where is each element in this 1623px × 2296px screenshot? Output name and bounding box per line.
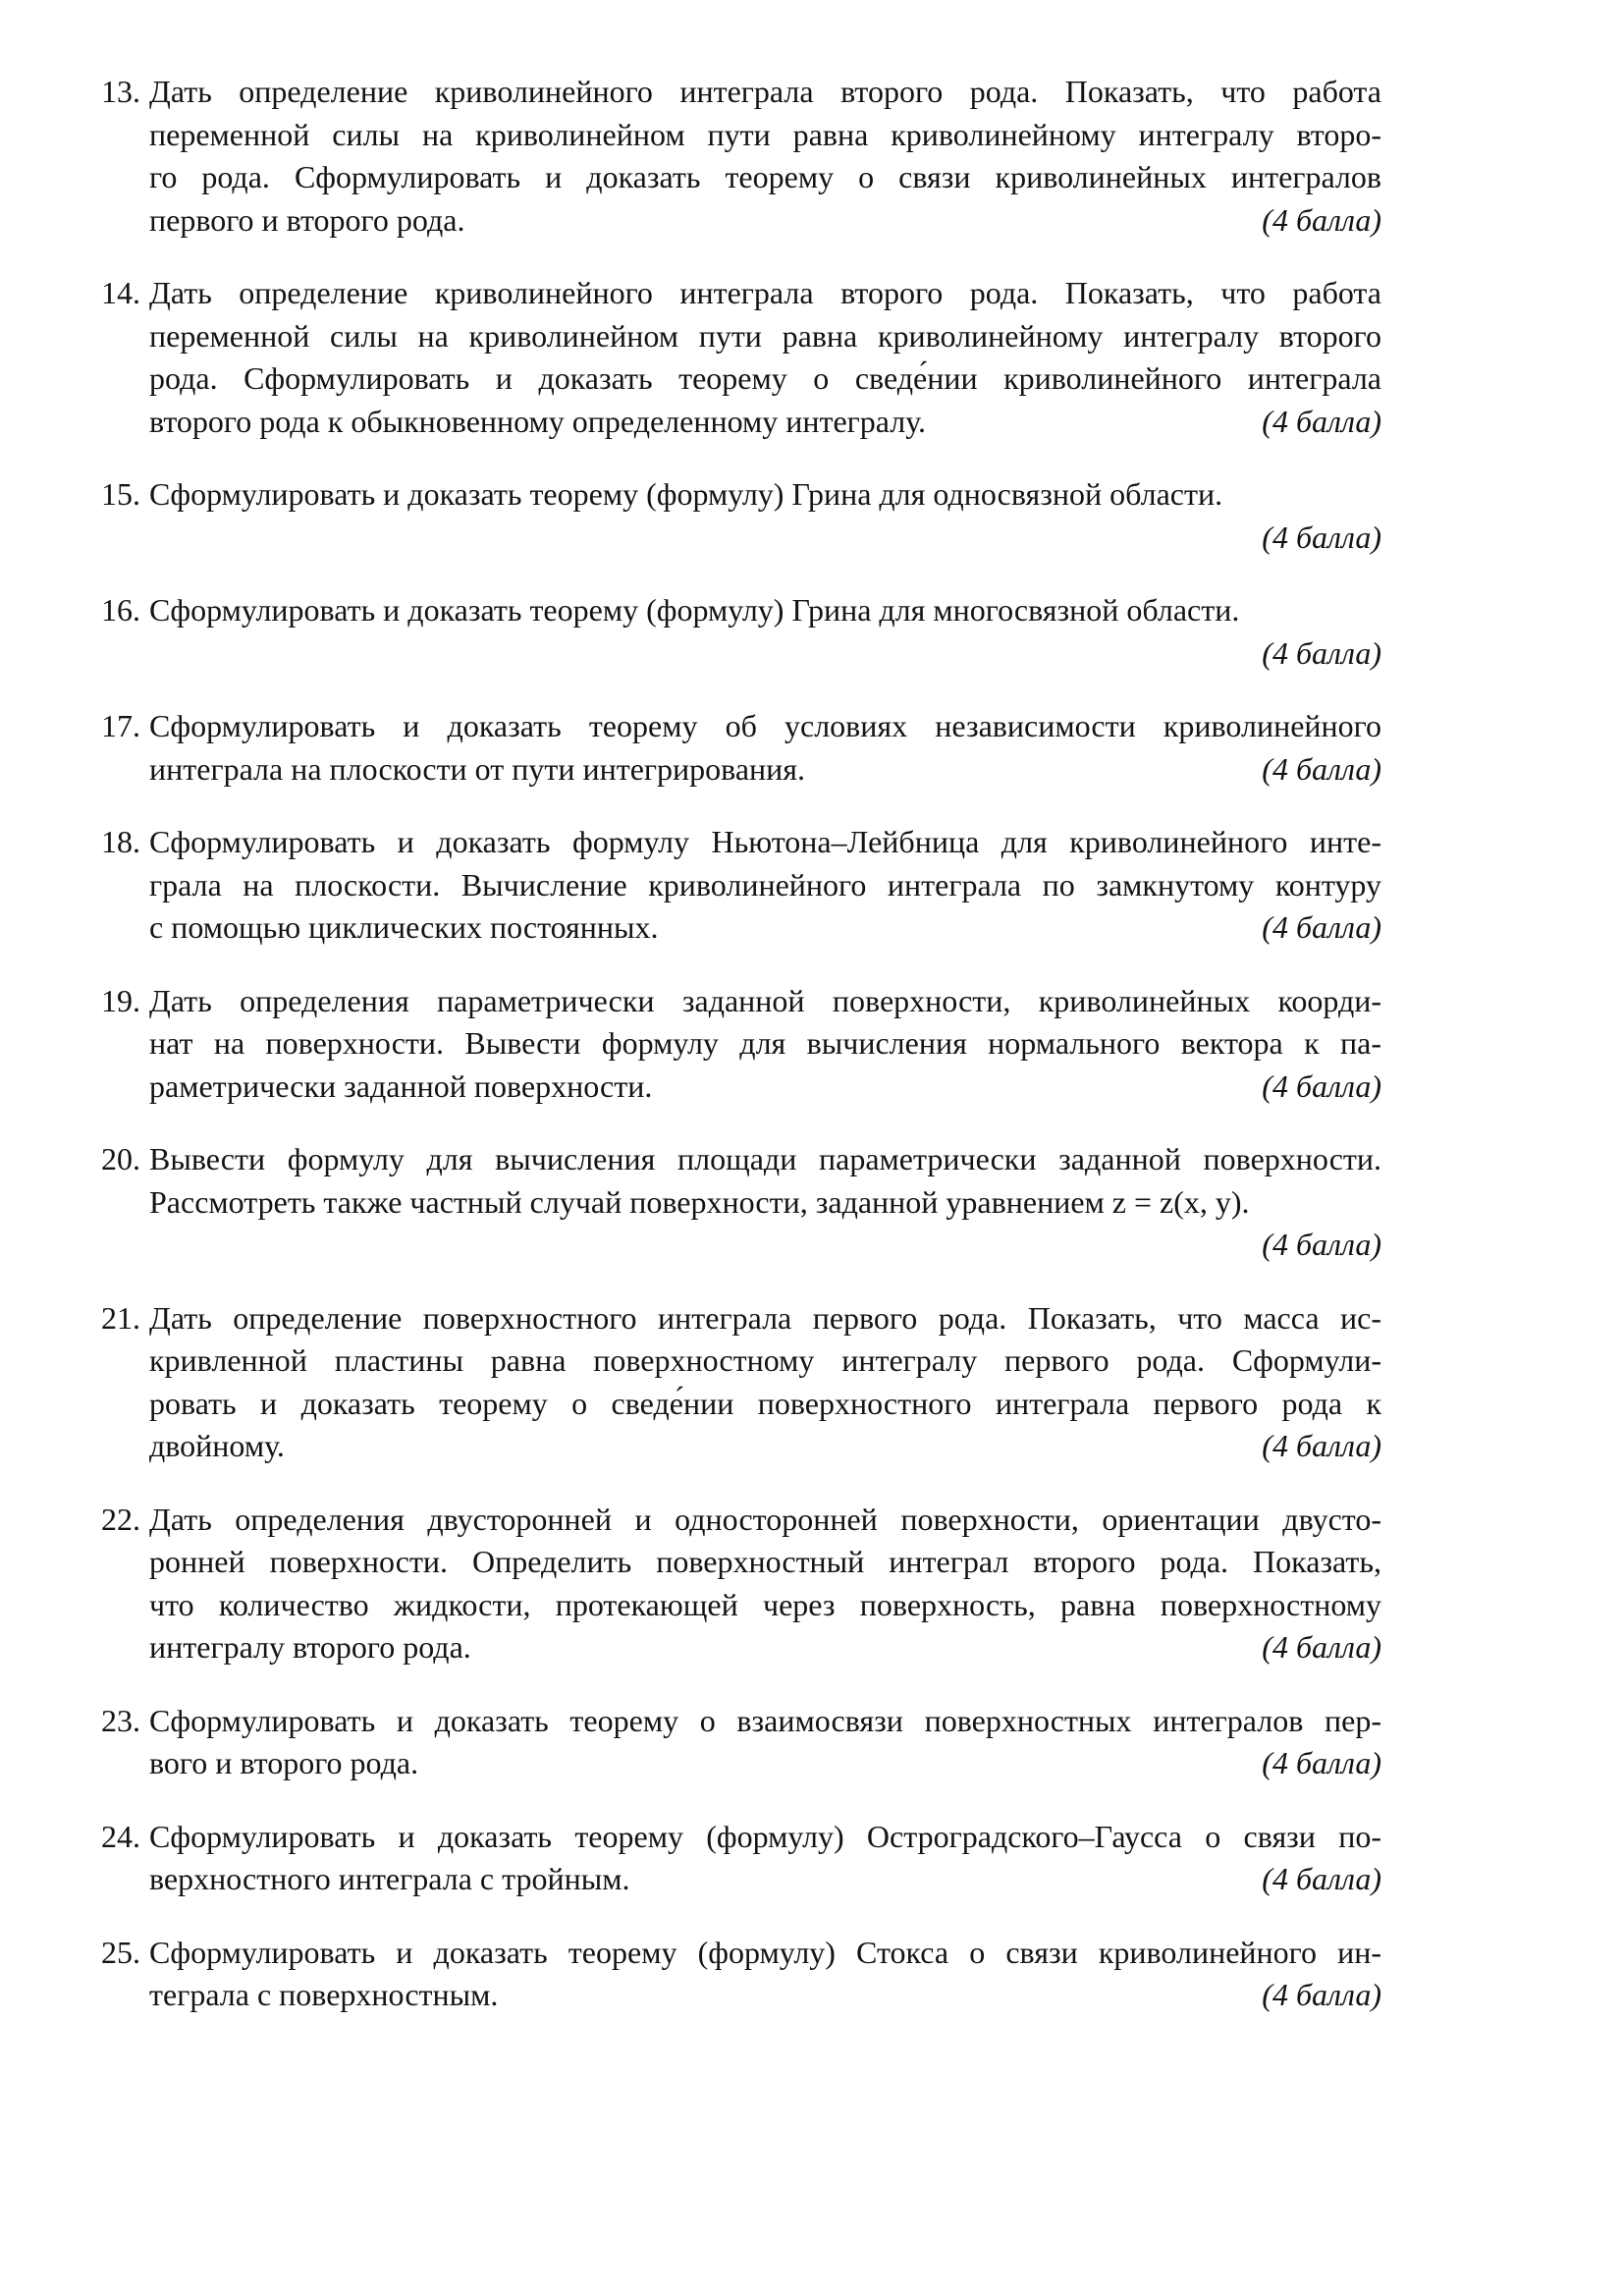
list-item-15: [101, 473, 1381, 559]
item-text-line: грала на плоскости. Вычисление криволинейного интеграла по замкнутому контуру: [149, 866, 1381, 902]
item-text-line: Сформулировать и доказать теорему (формулу) Грина для многосвязной области.: [149, 592, 1240, 628]
item-text-line: переменной силы на криволинейном пути равна криволинейному интегралу второ-: [149, 116, 1381, 152]
item-text-line: вого и второго рода.: [149, 1745, 419, 1780]
score-label: (4 балла): [1262, 1629, 1381, 1665]
item-text-line: второго рода к обыкновенному определенному интегралу.: [149, 403, 927, 439]
score-label: (4 балла): [1262, 1428, 1381, 1463]
item-number: 17.: [101, 708, 140, 743]
item-text-line: го рода. Сформулировать и доказать теорему о связи криволинейных интегралов: [149, 159, 1381, 194]
item-text-line: что количество жидкости, протекающей через поверхность, равна поверхностному: [149, 1586, 1381, 1622]
item-score-line: [149, 517, 1381, 560]
item-number: 20.: [101, 1141, 140, 1176]
item-last-line: [149, 401, 1381, 444]
item-last-line: [149, 1425, 1381, 1468]
item-text-line: Вывести формулу для вычисления площади параметрически заданной поверхности.: [149, 1141, 1381, 1176]
score-label: (4 балла): [1262, 909, 1381, 945]
item-text-line: интеграла на плоскости от пути интегрирования.: [149, 750, 806, 787]
item-last-line: [149, 1742, 1381, 1785]
item-last-line: [149, 1066, 1381, 1109]
item-number: 19.: [101, 982, 140, 1018]
item-text-line: Сформулировать и доказать теорему об условиях независимости криволинейного: [149, 708, 1381, 743]
item-text-line: переменной силы на криволинейном пути равна криволинейному интегралу второго: [149, 317, 1381, 354]
item-text-line: Сформулировать и доказать теорему (формулу) Грина для односвязной области.: [149, 476, 1223, 512]
list-item-18: [101, 821, 1381, 950]
item-text-line: раметрически заданной поверхности.: [149, 1067, 653, 1104]
item-text-line: двойному.: [149, 1428, 285, 1463]
list-item-16: [101, 589, 1381, 675]
item-text-line: интегралу второго рода.: [149, 1629, 471, 1665]
item-score-line: [149, 632, 1381, 676]
item-text-line: верхностного интеграла с тройным.: [149, 1861, 630, 1896]
item-text-line: Дать определения параметрически заданной поверхности, криволинейных коорди-: [149, 982, 1381, 1018]
item-last-line: [149, 1626, 1381, 1669]
item-last-line: [149, 748, 1381, 792]
item-last-line: [149, 1858, 1381, 1901]
list-item-13: [101, 71, 1381, 242]
score-label: (4 балла): [1262, 519, 1381, 555]
question-list: [101, 71, 1381, 2048]
list-item-20: [101, 1138, 1381, 1267]
item-text-line: ронней поверхности. Определить поверхностный интеграл второго рода. Показать,: [149, 1544, 1381, 1579]
score-label: (4 балла): [1262, 634, 1381, 671]
item-last-line: [149, 1974, 1381, 2017]
list-item-17: [101, 705, 1381, 791]
score-label: (4 балла): [1262, 1861, 1381, 1896]
score-label: (4 балла): [1262, 1067, 1381, 1104]
item-number: 13.: [101, 74, 140, 109]
item-last-line: [149, 199, 1381, 243]
item-text-line: кривленной пластины равна поверхностному интегралу первого рода. Сформули-: [149, 1342, 1381, 1378]
item-text-line: Сформулировать и доказать теорему (формулу) Остроградского–Гаусса о связи по-: [149, 1818, 1381, 1854]
item-number: 25.: [101, 1934, 140, 1970]
score-label: (4 балла): [1262, 403, 1381, 439]
item-text-line: Сформулировать и доказать формулу Ньютона–Лейбница для криволинейного инте-: [149, 824, 1381, 859]
item-text-line: теграла с поверхностным.: [149, 1977, 499, 2012]
item-text-line: с помощью циклических постоянных.: [149, 909, 659, 945]
item-number: 18.: [101, 824, 140, 859]
item-number: 15.: [101, 476, 140, 512]
list-item-24: [101, 1816, 1381, 1901]
item-text-line: рода. Сформулировать и доказать теорему о сведе́нии криволинейного интеграла: [149, 360, 1381, 396]
item-text-line: Сформулировать и доказать теорему о взаимосвязи поверхностных интегралов пер-: [149, 1702, 1381, 1738]
item-text-line: Дать определение криволинейного интеграла второго рода. Показать, что работа: [149, 275, 1381, 310]
score-label: (4 балла): [1262, 1977, 1381, 2012]
score-label: (4 балла): [1262, 750, 1381, 787]
item-score-line: [149, 1224, 1381, 1267]
item-text-line: нат на поверхности. Вывести формулу для вычисления нормального вектора к па-: [149, 1025, 1381, 1061]
list-item-22: [101, 1499, 1381, 1669]
item-text-line: Рассмотреть также частный случай поверхности, заданной уравнением z = z(x, y).: [149, 1183, 1250, 1220]
item-number: 14.: [101, 275, 140, 310]
item-number: 21.: [101, 1299, 140, 1336]
item-number: 23.: [101, 1702, 140, 1738]
item-text-line: Дать определение криволинейного интеграла второго рода. Показать, что работа: [149, 74, 1381, 109]
score-label: (4 балла): [1262, 1227, 1381, 1262]
list-item-25: [101, 1932, 1381, 2017]
item-text-line: Дать определения двусторонней и односторонней поверхности, ориентации двусто-: [149, 1501, 1381, 1537]
list-item-23: [101, 1700, 1381, 1785]
item-text-line: Дать определение поверхностного интеграла первого рода. Показать, что масса ис-: [149, 1299, 1381, 1336]
score-label: (4 балла): [1262, 1745, 1381, 1780]
score-label: (4 балла): [1262, 201, 1381, 238]
item-number: 22.: [101, 1501, 140, 1537]
item-number: 16.: [101, 592, 140, 628]
list-item-21: [101, 1297, 1381, 1468]
list-item-19: [101, 980, 1381, 1109]
item-text-line: ровать и доказать теорему о сведе́нии поверхностного интеграла первого рода к: [149, 1385, 1381, 1421]
item-text-line: Сформулировать и доказать теорему (формулу) Стокса о связи криволинейного ин-: [149, 1934, 1381, 1970]
item-text-line: первого и второго рода.: [149, 201, 465, 238]
item-last-line: [149, 906, 1381, 950]
list-item-14: [101, 272, 1381, 443]
item-number: 24.: [101, 1818, 140, 1854]
